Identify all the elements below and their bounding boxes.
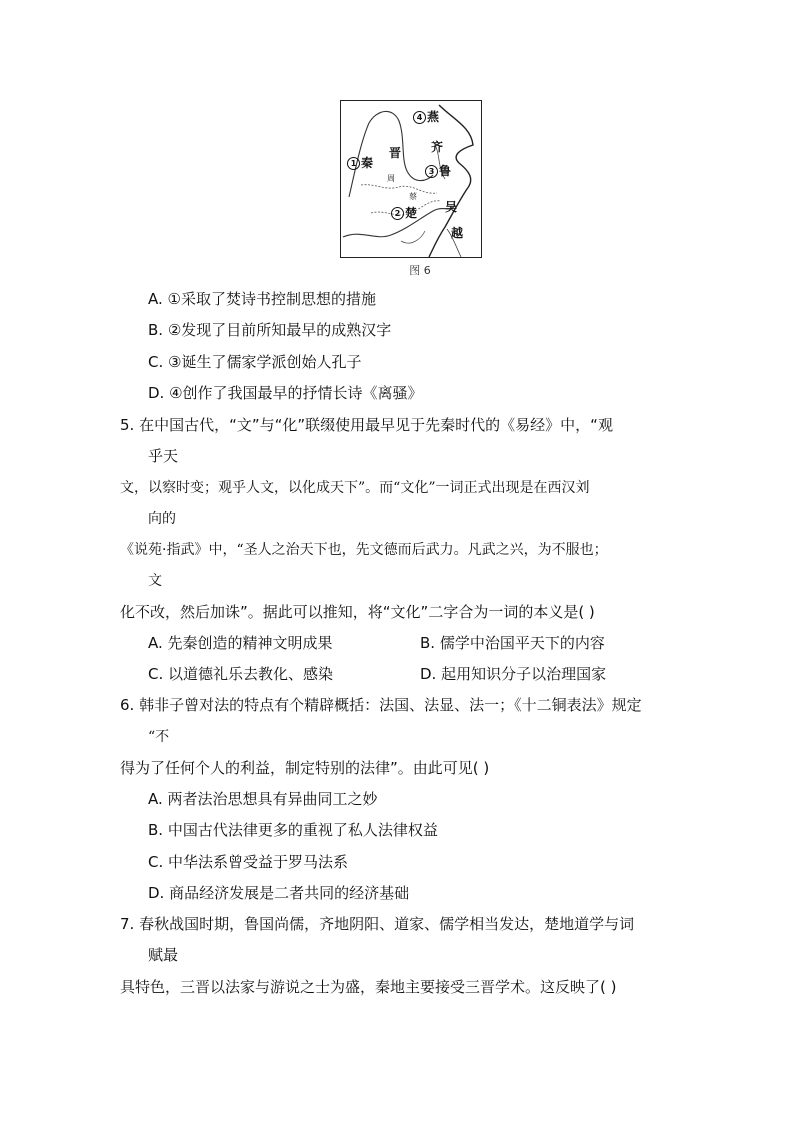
- q7-stem-line-1: 7. 春秋战国时期，鲁国尚儒，齐地阴阳、道家、儒学相当发达，楚地道学与词: [120, 915, 635, 933]
- q5-stem-line-5: 《说苑·指武》中，“圣人之治天下也，先文德而后武力。凡武之兴，为不服也；: [120, 542, 608, 558]
- q5-stem-line-6: 文: [148, 573, 162, 589]
- map-label-small-a: 周: [387, 174, 395, 183]
- map-figure: [340, 100, 482, 258]
- q6-stem-line-2: “不: [148, 729, 170, 745]
- q4-option-c: C. ③诞生了儒家学派创始人孔子: [148, 353, 362, 371]
- marker-2: 2: [391, 207, 404, 220]
- q6-stem-line-3: 得为了任何个人的利益，制定特别的法律”。由此可见( ): [120, 759, 490, 777]
- q7-stem-line-2: 赋最: [148, 946, 179, 964]
- marker-4: 4: [413, 111, 426, 124]
- q7-stem-line-3: 具特色，三晋以法家与游说之士为盛，秦地主要接受三晋学术。这反映了( ): [120, 978, 617, 996]
- figure-caption: 图 6: [409, 264, 431, 277]
- q5-stem-line-7: 化不改，然后加诛”。据此可以推知，将“文化”二字合为一词的本义是( ): [120, 603, 595, 621]
- marker-3: 3: [425, 165, 438, 178]
- q5-option-a: A. 先秦创造的精神文明成果: [148, 634, 333, 652]
- marker-1: 1: [347, 157, 360, 170]
- q6-option-c: C. 中华法系曾受益于罗马法系: [148, 853, 349, 871]
- q5-stem-line-2: 乎天: [148, 447, 179, 465]
- q5-option-c: C. 以道德礼乐去教化、感染: [148, 665, 334, 683]
- map-label-qin: 1 秦: [347, 157, 373, 170]
- q5-stem-line-4: 向的: [148, 511, 176, 527]
- q5-stem-line-3: 文，以察时变；观乎人文，以化成天下”。而“文化”一词正式出现是在西汉刘: [120, 480, 590, 496]
- map-label-wu: 吴: [445, 200, 458, 214]
- q5-option-d: D. 起用知识分子以治理国家: [420, 665, 607, 683]
- q6-option-a: A. 两者法治思想具有异曲同工之妙: [148, 790, 378, 808]
- q6-stem-line-1: 6. 韩非子曾对法的特点有个精辟概括：法国、法显、法一；《十二铜表法》规定: [120, 696, 642, 714]
- map-label-small-b: 蔡: [409, 192, 417, 201]
- map-label-lu: 3 鲁: [425, 165, 451, 178]
- map-label-jin: 晋: [389, 146, 402, 160]
- q4-option-a: A. ①采取了焚诗书控制思想的措施: [148, 290, 376, 308]
- map-label-chu: 2 楚: [391, 207, 417, 220]
- q4-option-b: B. ②发现了目前所知最早的成熟汉字: [148, 321, 392, 339]
- q6-option-d: D. 商品经济发展是二者共同的经济基础: [148, 884, 410, 902]
- map-label-yan: 4 燕: [413, 111, 439, 124]
- q6-option-b: B. 中国古代法律更多的重视了私人法律权益: [148, 821, 438, 839]
- q5-option-b: B. 儒学中治国平天下的内容: [420, 634, 605, 652]
- q4-option-d: D. ④创作了我国最早的抒情长诗《离骚》: [148, 384, 423, 402]
- q5-stem-line-1: 5. 在中国古代，“文”与“化”联缀使用最早见于先秦时代的《易经》中，“观: [120, 416, 613, 434]
- map-label-yue: 越: [451, 226, 464, 240]
- map-label-qi: 齐: [431, 140, 444, 154]
